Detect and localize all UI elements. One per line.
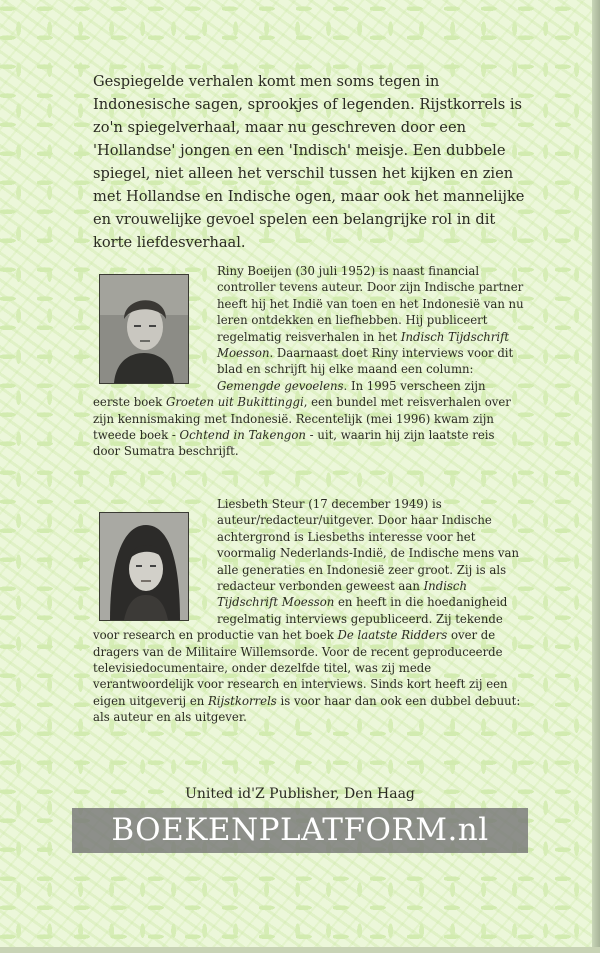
bio-riny-text: Riny Boeijen (30 juli 1952) is naast financial controller tevens auteur. Door zijn Indische partner heeft hij het Indië van toen en het Indonesië van nu leren ontdekken en liefhebben. Hij publiceert regelmatig reisverhalen in het Indisch Tijdschrift Moesson. Daarnaast doet Riny interviews voor dit blad en schrijft hij elke maand een column: Gemengde gevoelens. In 1995 verscheen zijn eerste boek Groeten uit Bukittinggi, een bundel met reisverhalen over zijn kennismaking met Indonesië. Recentelijk (mei 1996) kwam zijn tweede boek - Ochtend in Takengon - uit, waarin hij zijn laatste reis door Sumatra beschrijft. (93, 264, 524, 459)
cover-spine-edge (592, 0, 600, 953)
author-photo-liesbeth (99, 512, 189, 621)
bio-liesbeth-steur (93, 496, 525, 726)
bio-riny-boeijen (93, 263, 525, 460)
intro-paragraph: Gespiegelde verhalen komt men soms tegen in Indonesische sagen, sprookjes of legenden. Rijstkorrels is zo'n spiegelverhaal, maar nu geschreven door een 'Hollandse' jongen en een 'Indisch' meisje. Een dubbele spiegel, niet alleen het verschil tussen het kijken en zien met Hollandse en Indische ogen, maar ook het mannelijke en vrouwelijke gevoel spelen een belangrijke rol in dit korte liefdesverhaal. (93, 73, 525, 251)
bio-liesbeth-text: Liesbeth Steur (17 december 1949) is auteur/redacteur/uitgever. Door haar Indische achtergrond is Liesbeths interesse voor het voormalig Nederlands-Indië, de Indische mens van alle generaties en Indonesië zeer groot. Zij is als redacteur verbonden geweest aan Indisch Tijdschrift Moesson en heeft in die hoedanigheid regelmatig interviews gepubliceerd. Zij tekende voor research en productie van het boek De laatste Ridders over de dragers van de Militaire Willemsorde. Voor de recent geproduceerde televisiedocumentaire, onder dezelfde titel, was zij mede verantwoordelijk voor research en interviews. Sinds kort heeft zij een eigen uitgeverij en Rijstkorrels is voor haar dan ook een dubbel debuut: als auteur en als uitgever. (93, 497, 521, 725)
watermark-banner: BOEKENPLATFORM.nl (72, 808, 528, 853)
cover-bottom-edge (0, 947, 600, 953)
author-photo-riny (99, 274, 189, 384)
publisher-line: United id'Z Publisher, Den Haag (185, 786, 415, 802)
